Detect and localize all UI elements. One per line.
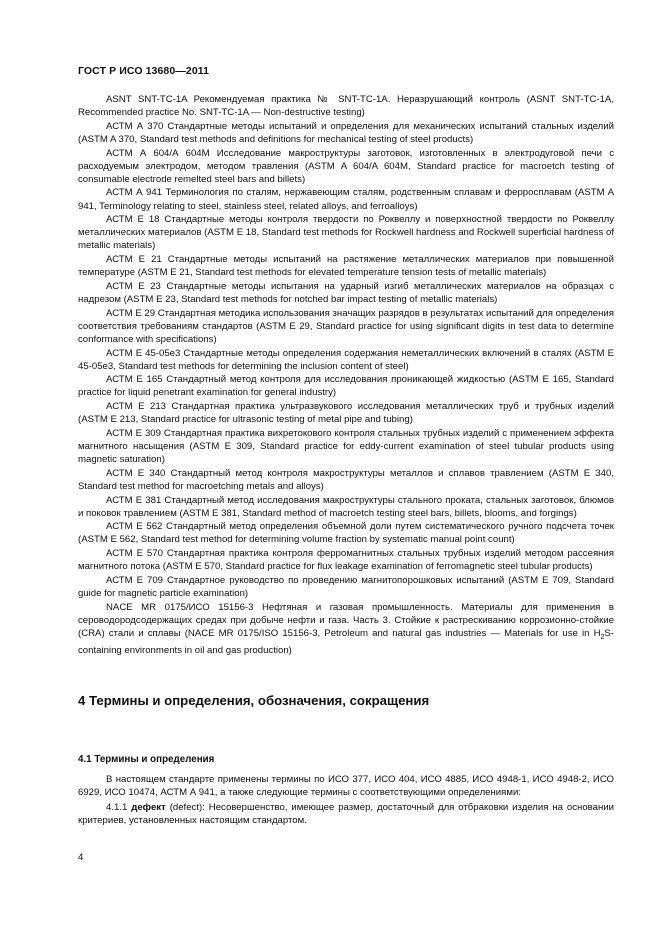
reference-item: АСТМ Е 45-05е3 Стандартные методы определения содержания неметаллических включений в сталях (ASTM E 45-05е3, Standard test methods for determining the inclusion content of steel) bbox=[78, 347, 614, 372]
page-number: 4 bbox=[78, 852, 84, 863]
reference-item: АСТМ Е 21 Стандартные методы испытаний на растяжение металлических материалов при повышенной температуре (ASTM E 21, Standard test methods for elevated temperature tension tests of metallic materials) bbox=[78, 254, 614, 279]
reference-item-nace bbox=[78, 601, 614, 657]
reference-item: АСТМ Е 570 Стандартная практика контроля ферромагнитных стальных трубных изделий методом рассеяния магнитного потока (ASTM E 570, Standard practice for flux leakage examination of ferromagnetic steel tubular products) bbox=[78, 548, 614, 573]
term-number: 4.1.1 bbox=[106, 802, 128, 814]
reference-item: АСТМ А 941 Терминология по сталям, нержавеющим сталям, родственным сплавам и ферросплавам (ASTM A 941, Terminology relating to steel, stainless steel, related alloys, and ferroalloys) bbox=[78, 187, 614, 212]
reference-item: АСТМ Е 29 Стандартная методика использования значащих разрядов в результатах испытаний для определения соответствия требованиям стандартов (ASTM E 29, Standard practice for using significant digits in test data to determine conformance with specifications) bbox=[78, 307, 614, 345]
reference-item: АСТМ Е 213 Стандартная практика ультразвукового исследования металлических труб и трубных изделий (ASTM E 213, Standard practice for ultrasonic testing of metal pipe and tubing) bbox=[78, 401, 614, 426]
reference-item: АСТМ Е 562 Стандартный метод определения объемной доли путем систематического ручного подсчета точек (ASTM E 562, Standard test method for determining volume fraction by systematic manual point count) bbox=[78, 521, 614, 546]
reference-item: АСТМ А 604/А 604М Исследование макроструктуры заготовок, изготовленных в электродуговой печи с расходуемым электродом, методом травления (ASTM A 604/A 604M, Standard practice for macroetch testing of consumable electrode remelted steel bars and billets) bbox=[78, 147, 614, 185]
normative-references bbox=[78, 93, 614, 658]
reference-item: АСТМ Е 18 Стандартные методы контроля твердости по Роквеллу и поверхностной твердости по Роквеллу металлических материалов (ASTM E 18, Standard test methods for Rockwell hardness and Rockwell superficial hardness of metallic materials) bbox=[78, 214, 614, 252]
reference-item: АСТМ Е 381 Стандартный метод исследования макроструктуры стального проката, стальных заготовок, блюмов и поковок травлением (ASTM E 381, Standard method of macroetch testing steel bars, billets, blooms, and forgings) bbox=[78, 494, 614, 519]
reference-item: АСТМ Е 23 Стандартные методы испытания на ударный изгиб металлических материалов на образцах с надрезом (ASTM E 23, Standard test methods for notched bar impact testing of metallic materials) bbox=[78, 280, 614, 305]
reference-item: АСТМ Е 309 Стандартная практика вихретокового контроля стальных трубных изделий с применением эффекта магнитного насыщения (ASTM E 309, Standard practice for eddy-current examination of steel tubular products using magnetic saturation) bbox=[78, 427, 614, 466]
reference-item: АСТМ Е 340 Стандартный метод контроля макроструктуры металлов и сплавов травлением (ASTM E 340, Standard test method for macroetching metals and alloys) bbox=[78, 467, 614, 492]
intro-paragraph: В настоящем стандарте применены термины по ИСО 377, ИСО 404, ИСО 4885, ИСО 4948-1, ИСО 4948-2, ИСО 6929, ИСО 10474, АСТМ А 941, а также следующие термины с соответствующими определениями: bbox=[78, 774, 614, 799]
reference-item: ASNT SNT-TC-1A Рекомендуемая практика № SNT-TC-1A. Неразрушающий контроль (ASNT SNT-TC-1A, Recommended practice No. SNT-TC-1A — Non-destructive testing) bbox=[78, 94, 614, 119]
subsection-heading: 4.1 Термины и определения bbox=[78, 754, 215, 765]
reference-item: АСТМ Е 709 Стандартное руководство по проведению магнитопорошковых испытаний (ASTM E 709, Standard guide for magnetic particle examination) bbox=[78, 574, 614, 599]
reference-item: АСТМ А 370 Стандартные методы испытаний и определения для механических испытаний стальных изделий (ASTM A 370, Standard test methods and definitions for mechanical testing of steel products) bbox=[78, 120, 614, 145]
term-definition bbox=[78, 801, 614, 827]
term-text: (defect): Несовершенство, имеющее размер, достаточный для отбраковки изделия на основании критериев, установленных настоящим стандартом. bbox=[78, 802, 615, 827]
section-heading: 4 Термины и определения, обозначения, сокращения bbox=[78, 693, 430, 708]
reference-item: АСТМ Е 165 Стандартный метод контроля для исследования проникающей жидкостью (ASTM E 165, Standard practice for liquid penetrant examination for general industry) bbox=[78, 374, 614, 399]
document-header: ГОСТ Р ИСО 13680—2011 bbox=[78, 65, 210, 77]
definitions-block bbox=[78, 773, 614, 829]
nace-text-end: S-containing environments in oil and gas production) bbox=[78, 627, 614, 656]
nace-subscript: 2 bbox=[600, 633, 605, 641]
nace-text: NACE MR 0175/ИСО 15156-3 Нефтяная и газовая промышленность. Материалы для применения в сероводородсодержащих средах при добыче нефти и газа. Часть 3. Стойкие к растрескиванию коррозионно-стойкие (CRA) стали и сплавы (NACE MR 0175/ISO 15156-3, Petroleum and natural gas industries — Materials for use in H bbox=[78, 601, 614, 639]
term-word: дефект bbox=[131, 802, 166, 814]
